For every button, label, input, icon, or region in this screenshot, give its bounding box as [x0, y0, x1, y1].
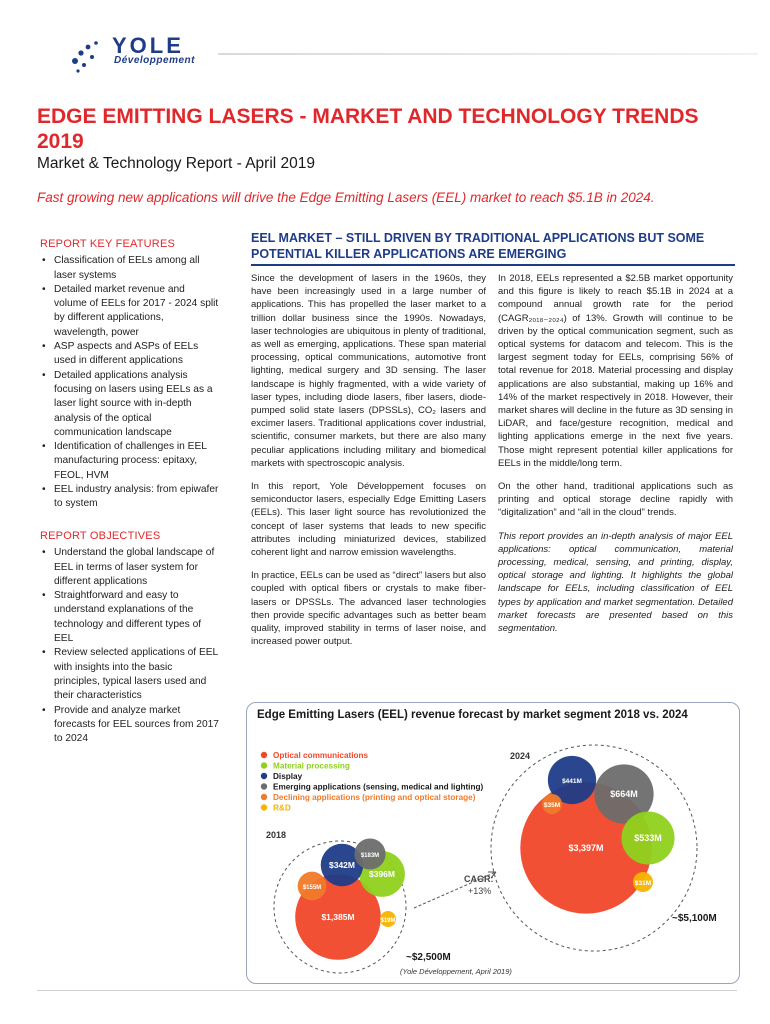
bubble-label-2018: $342M [329, 860, 355, 870]
key-features-list [37, 254, 219, 511]
header-divider [218, 53, 758, 55]
objectives-list [37, 546, 219, 746]
legend-marker [261, 752, 267, 758]
bubble-label-2024: $3,397M [568, 843, 604, 853]
list-item: • Classification of EELs among all laser systems [42, 254, 219, 283]
legend-label: Declining applications (printing and optical storage) [273, 793, 476, 802]
cagr-value: +13% [468, 886, 492, 896]
paragraph: In practice, EELs can be used as “direct” lasers but also coupled with optical fibers or crystals to make fiber-lasers or DPSSLs. The advanced laser technologies then provide specific advantages such as better beam quality, improved stability in terms of laser noise, and increased power output. [251, 570, 486, 648]
bubble-label-2024: $533M [634, 833, 662, 843]
bubble-label-2018: $183M [360, 853, 380, 859]
legend-label: Material processing [273, 761, 350, 771]
right-text-column [498, 272, 733, 645]
key-features-heading: REPORT KEY FEATURES [40, 238, 176, 250]
year-label-2024: 2024 [510, 751, 531, 761]
tagline: Fast growing new applications will drive the Edge Emitting Lasers (EEL) market to reach $5.1B in 2024. [37, 190, 655, 205]
legend-marker [261, 762, 267, 768]
legend-marker [261, 794, 267, 800]
section-heading: EEL MARKET – STILL DRIVEN BY TRADITIONAL APPLICATIONS BUT SOME POTENTIAL KILLER APPLICATIONS ARE EMERGING [251, 231, 705, 261]
page-title: EDGE EMITTING LASERS - MARKET AND TECHNOLOGY TRENDS 2019 [37, 105, 699, 153]
key-features-section [37, 237, 219, 512]
legend-marker [261, 773, 267, 779]
list-item: • Provide and analyze market forecasts for EEL sources from 2017 to 2024 [42, 704, 219, 747]
paragraph-italic: This report provides an in-depth analysis of major EEL applications: optical communication, material processing, medical, sensing, and printing, display, optical storage and lighting. It highlights the global landscape for EELs, including classification of EEL types by application and market segmentation. Detailed market forecasts are presented based on this segmentation. [498, 530, 733, 635]
total-2018-label: ~$2,500M [406, 952, 451, 963]
list-item: • Identification of challenges in EEL manufacturing process: epitaxy, FEOL, HVM [42, 440, 219, 483]
legend-label: Display [273, 772, 303, 781]
paragraph: On the other hand, traditional applications such as printing and optical storage decline rapidly with “digitalization” and “all in the cloud” trends. [498, 481, 733, 519]
total-2024-label: ~$5,100M [672, 913, 717, 924]
left-text-column [251, 272, 486, 658]
bubble-label-2018: $155M [302, 885, 322, 891]
yole-logo-icon [66, 31, 110, 75]
objectives-section [37, 529, 219, 746]
section-divider [251, 264, 735, 266]
logo-wordmark: YOLE [112, 33, 184, 58]
legend-marker [261, 804, 267, 810]
paragraph: Since the development of lasers in the 1960s, they have been increasingly used in a large number of applications. This has propelled the laser market to a trillion dollar business since the 1990s. Nowadays, laser technologies are ubiquitous in plenty of traditional, as well as emerging, applications. These span material processing, optical communications, automotive front lighting, medical surgery and 3D sensing. The laser landscape is highly fragmented, with a wide variety of laser types, including diode lasers, fiber lasers, diode-pumped solid state lasers (DPSSLs), CO₂ lasers and excimer lasers. Traditional applications cover industrial, scientific, consumer markets, but there are also many peculiar applications including military and biomedical markets with spectroscopic analysis. [251, 273, 486, 469]
bubble-label-2024: $35M [543, 802, 561, 809]
chart-source: (Yole Développement, April 2019) [400, 967, 512, 976]
chart-title: Edge Emitting Lasers (EEL) revenue forecast by market segment 2018 vs. 2024 [257, 709, 688, 721]
objectives-heading: REPORT OBJECTIVES [40, 530, 161, 542]
list-item: • Understand the global landscape of EEL in terms of laser system for different applications [42, 546, 219, 589]
bubble-label-2024: $441M [562, 778, 582, 785]
report-subtitle: Market & Technology Report - April 2019 [37, 155, 316, 172]
bubble-label-2018: $1,385M [321, 912, 355, 922]
list-item: • Detailed market revenue and volume of EELs for 2017 - 2024 split by different applications, wavelength, power [42, 283, 219, 340]
list-item: • ASP aspects and ASPs of EELs used in different applications [42, 340, 219, 369]
year-label-2018: 2018 [266, 830, 287, 840]
logo-subtitle: Développement [114, 55, 195, 66]
bubble-label-2024: $31M [634, 880, 652, 887]
list-item: • Review selected applications of EEL with insights into the basic principles, typical lasers used and their characteristics [42, 646, 219, 703]
cagr-label: CAGR: [464, 874, 494, 884]
paragraph: In this report, Yole Développement focuses on semiconductor lasers, especially Edge Emitting Lasers (EELs). This laser light source has revolutionized the concept of laser systems that leads to new specific attributes including miniaturized devices, stabilized coherent light and narrow emission wavelengths. [251, 481, 486, 559]
list-item: • Detailed applications analysis focusing on lasers using EELs as a laser light source with in-depth analysis of the optical communication landscape [42, 369, 219, 440]
bubble-label-2018: $19M [380, 918, 396, 924]
paragraph: In 2018, EELs represented a $2.5B market opportunity and this figure is likely to reach $5.1B in 2024 at a compound annual growth rate for the period (CAGR₂₀₁₈₋₂₀₂₄) of 13%. Growth will continue to be driven by the optical communication segment, such as optical systems for datacom and telecom. This is the largest segment today for EELs, comprising 56% of total revenue for 2018. Material processing and display applications are also substantial, making up 16% and 14% of the market respectively in 2018. However, their market shares will decline in the future as 3D sensing in LiDAR, and face/gesture recognition, medical and lighting applications emerge in the next five years. Those might represent potential killer applications for EELs in the middle/long term. [498, 273, 733, 469]
footer-divider [37, 990, 737, 991]
legend-marker [261, 783, 267, 789]
bubble-label-2018: $396M [369, 869, 395, 879]
list-item: • EEL industry analysis: from epiwafer to system [42, 483, 219, 512]
bubble-chart [246, 702, 738, 982]
legend-label: Emerging applications (sensing, medical and lighting) [273, 782, 484, 792]
list-item: • Straightforward and easy to understand explanations of the technology and different types of EEL [42, 589, 219, 646]
bubble-label-2024: $664M [610, 789, 638, 799]
legend-label: R&D [273, 803, 291, 813]
legend-label: Optical communications [273, 751, 369, 760]
